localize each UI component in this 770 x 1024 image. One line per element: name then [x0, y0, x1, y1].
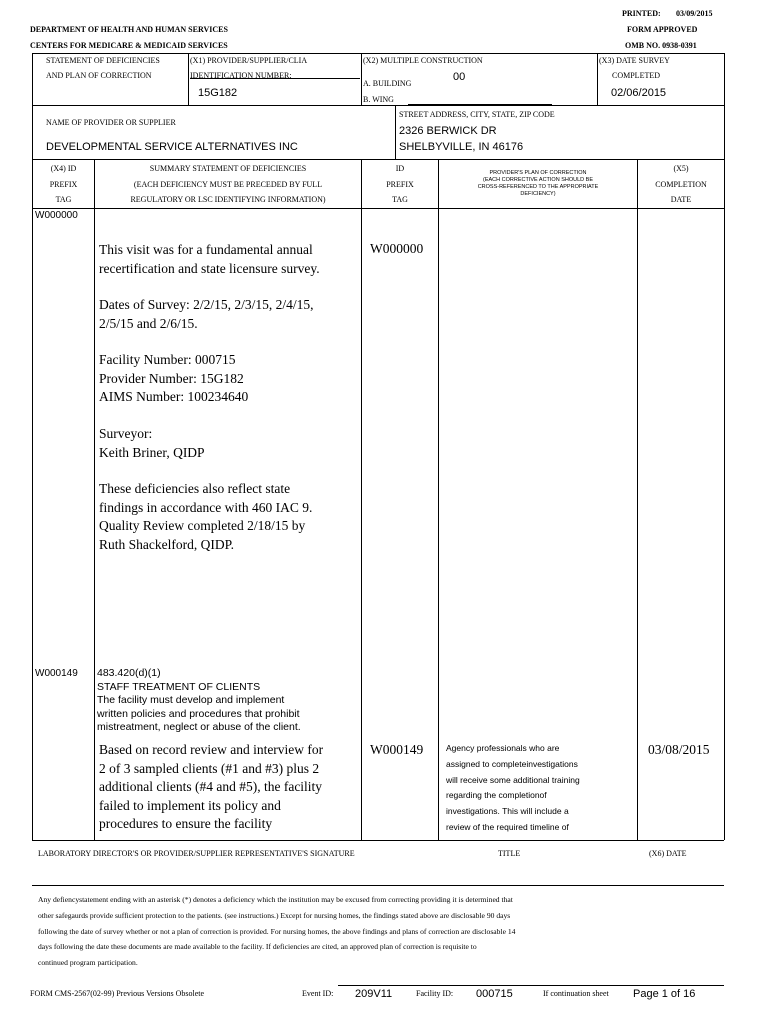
signature-label: LABORATORY DIRECTOR'S OR PROVIDER/SUPPLIER REPRESENTATIVE'S SIGNATURE [38, 849, 355, 858]
department-title: DEPARTMENT OF HEALTH AND HUMAN SERVICES [30, 25, 228, 34]
form-number: FORM CMS-2567(02-99) Previous Versions Obsolete [30, 989, 205, 998]
col-x4-label-1: (X4) ID [50, 164, 77, 173]
x3-label-1: (X3) DATE SURVEY [599, 56, 670, 65]
x1-label-1: (X1) PROVIDER/SUPPLIER/CLIA [190, 56, 308, 65]
building-label: A. BUILDING [363, 79, 412, 88]
col-summary-label-1: SUMMARY STATEMENT OF DEFICIENCIES [149, 164, 307, 173]
provider-name-value: DEVELOPMENTAL SERVICE ALTERNATIVES INC [46, 141, 298, 153]
centers-title: CENTERS FOR MEDICARE & MEDICAID SERVICES [30, 41, 228, 50]
col-x5-label-1: (X5) [673, 164, 689, 173]
x1-label-2: IDENTIFICATION NUMBER: [190, 71, 292, 80]
regulation-number: 483.420(d)(1) [97, 667, 161, 679]
facility-id-label: Facility ID: [416, 989, 454, 998]
col-x4-label-3: TAG [55, 195, 72, 204]
col-summary-label-3: REGULATORY OR LSC IDENTIFYING INFORMATION) [130, 195, 326, 204]
entry1-paragraph-3: Facility Number: 000715 Provider Number: 15G182 AIMS Number: 100234640 [99, 352, 249, 404]
col-plan-header: PROVIDER'S PLAN OF CORRECTION (EACH CORRECTIVE ACTION SHOULD BE CROSS-REFERENCED TO THE APPROPRIATE DEFICIENCY) [477, 170, 599, 197]
col-x4-label-2: PREFIX [49, 180, 78, 189]
x6-date-label: (X6) DATE [649, 849, 687, 858]
regulation-title: STAFF TREATMENT OF CLIENTS [97, 680, 261, 693]
entry2-id-tag: W000149 [370, 742, 424, 757]
form-approved: FORM APPROVED [627, 25, 698, 34]
x2-label: (X2) MULTIPLE CONSTRUCTION [363, 56, 483, 65]
col-summary-label-2: (EACH DEFICIENCY MUST BE PRECEDED BY FULL [133, 180, 323, 189]
printed-label: PRINTED: [622, 9, 661, 18]
address-line-1: 2326 BERWICK DR [399, 125, 497, 137]
entry1-prefix-tag: W000000 [35, 210, 78, 221]
entry2-finding: Based on record review and interview for 2 of 3 sampled clients (#1 and #3) plus 2 additional clients (#4 and #5), the facility failed to implement its policy and procedures to ensure the facility [99, 742, 324, 831]
entry2-completion-date: 03/08/2015 [648, 742, 710, 757]
provider-name-label: NAME OF PROVIDER OR SUPPLIER [46, 118, 176, 127]
col-id-label-1: ID [395, 164, 405, 173]
omb-number: OMB NO. 0938-0391 [625, 41, 697, 50]
entry1-paragraph-4: Surveyor: Keith Briner, QIDP [99, 426, 205, 460]
address-label: STREET ADDRESS, CITY, STATE, ZIP CODE [399, 110, 555, 119]
page-number: Page 1 of 16 [633, 988, 696, 1000]
survey-completed-date: 02/06/2015 [611, 87, 667, 99]
continuation-label: If continuation sheet [543, 989, 609, 998]
address-line-2: SHELBYVILLE, IN 46176 [399, 141, 524, 153]
wing-label: B. WING [363, 95, 394, 104]
col-x5-label-3: DATE [670, 195, 692, 204]
title-label: TITLE [498, 849, 521, 858]
entry2-prefix-tag: W000149 [35, 668, 78, 679]
entry1-paragraph-1: This visit was for a fundamental annual recertification and state licensure survey. [99, 242, 320, 276]
entry1-id-tag: W000000 [370, 241, 424, 256]
facility-id-value: 000715 [476, 988, 513, 1000]
entry2-plan-of-correction: Agency professionals who are assigned to completeinvestigations will receive some additional training regarding the completionof investigations. This will include a review of the required timeline of [446, 743, 580, 832]
x3-label-2: COMPLETED [612, 71, 660, 80]
provider-id-value: 15G182 [198, 87, 238, 99]
entry2-regulation: 483.420(d)(1) STAFF TREATMENT OF CLIENTS The facility must develop and implement written policies and procedures that prohibit mistreatment, neglect or abuse of the client. [97, 667, 301, 733]
col-x5-label-2: COMPLETION [655, 180, 707, 189]
col-id-label-2: PREFIX [386, 180, 414, 189]
multiple-construction-value: 00 [453, 71, 466, 83]
entry1-paragraph-2: Dates of Survey: 2/2/15, 2/3/15, 2/4/15, 2/5/15 and 2/6/15. [99, 297, 314, 331]
event-id-label: Event ID: [302, 989, 334, 998]
event-id-value: 209V11 [355, 988, 393, 1000]
statement-label-2: AND PLAN OF CORRECTION [46, 71, 152, 80]
printed-date: 03/09/2015 [676, 9, 713, 18]
statement-label-1: STATEMENT OF DEFICIENCIES [46, 56, 160, 65]
disclosure-footnote: Any defiencystatement ending with an asterisk (*) denotes a deficiency which the institution may be excused from correcting providing it is determined that other safegaurds provide sufficient protection to the patients. (see instructions.) Except for nursing homes, the findings stated above are disclosable 90 days following the date of survey whether or not a plan of correction is provided. For nursing homes, the above findings and plans of correction are disclosable 14 days following the date these documents are made available to the facility. If deficiencies are cited, an approved plan of correction is requisite to continued program participation. [38, 895, 516, 968]
entry1-paragraph-5: These deficiencies also reflect state findings in accordance with 460 IAC 9. Quality Review completed 2/18/15 by Ruth Shackelford, QIDP. [99, 481, 313, 552]
col-id-label-3: TAG [392, 195, 408, 204]
